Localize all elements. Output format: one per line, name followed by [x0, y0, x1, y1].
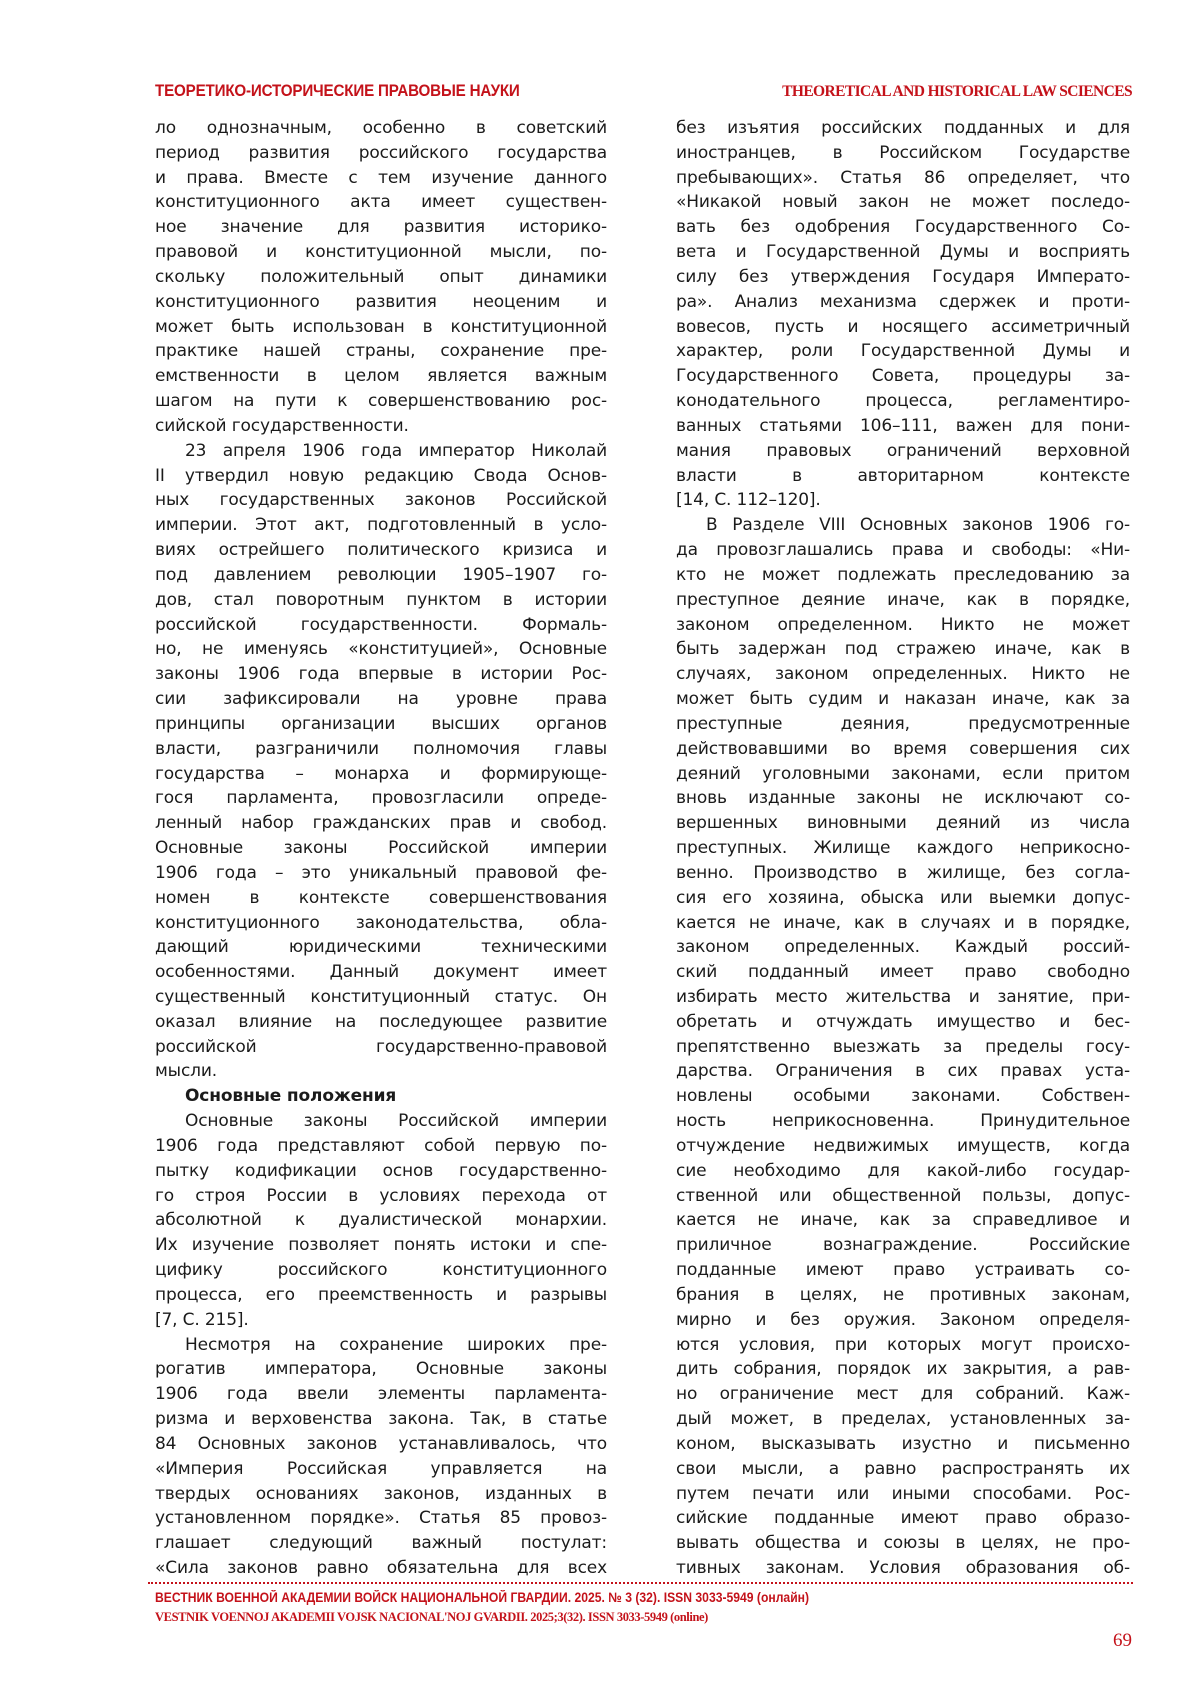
- running-header-russian: ТЕОРЕТИКО-ИСТОРИЧЕСКИЕ ПРАВОВЫЕ НАУКИ: [155, 82, 520, 100]
- text-line: вета и Государственной Думы и восприять: [676, 242, 1130, 263]
- text-line: сии зафиксировали на уровне права: [155, 689, 607, 710]
- paragraph: [676, 116, 1130, 513]
- text-line: Основные законы Российской империи: [185, 1111, 607, 1132]
- text-line: быть задержан под стражею иначе, как в: [676, 639, 1130, 660]
- text-line: гося парламента, провозгласили опреде-: [155, 788, 607, 809]
- text-line: рогатив императора, Основные законы: [155, 1359, 607, 1380]
- text-line: российской государственности. Формаль-: [155, 614, 607, 635]
- text-line: абсолютной к дуалистической монархии.: [155, 1210, 607, 1231]
- text-line: отчуждение недвижимых имуществ, когда: [676, 1135, 1130, 1156]
- text-line: дающий юридическими техническими: [155, 937, 607, 958]
- text-line: конституционного развития неоценим и: [155, 291, 607, 312]
- text-line: цифику российского конституционного: [155, 1260, 607, 1281]
- text-line: емственности в целом является важным: [155, 366, 607, 387]
- text-line: 84 Основных законов устанавливалось, что: [155, 1433, 607, 1454]
- paragraph: [676, 513, 1130, 1581]
- footer-divider: [148, 1582, 1133, 1584]
- text-line: «Никакой новый закон не может последо-: [676, 192, 1130, 213]
- text-line: препятственно выезжать за пределы госу-: [676, 1036, 1130, 1057]
- text-line: путем печати или иными способами. Рос-: [676, 1483, 1130, 1504]
- text-line: практике нашей страны, сохранение пре-: [155, 341, 607, 362]
- text-line: новлены особыми законами. Собствен-: [676, 1086, 1130, 1107]
- text-line: российской государственно-правовой: [155, 1036, 607, 1057]
- text-line: брания в целях, не противных законам,: [676, 1284, 1130, 1305]
- text-line: вершенных виновными деяний из числа: [676, 813, 1130, 834]
- text-line: В Разделе VIII Основных законов 1906 го-: [706, 515, 1130, 536]
- text-line: преступное деяние иначе, как в порядке,: [676, 589, 1130, 610]
- text-line: мирно и без оружия. Законом определя-: [676, 1309, 1130, 1330]
- text-column-right: [676, 116, 1130, 1581]
- text-line: свои мысли, а равно распространять их: [676, 1458, 1130, 1479]
- text-line: может быть судим и наказан иначе, как за: [676, 689, 1130, 710]
- text-line: го строя России в условиях перехода от: [155, 1185, 607, 1206]
- text-line: случаях, законом определенных. Никто не: [676, 664, 1130, 685]
- text-line: Их изучение позволяет понять истоки и спе-: [155, 1235, 607, 1256]
- text-line: сие необходимо для какой-либо государ-: [676, 1160, 1130, 1181]
- text-line: вать без одобрения Государственного Со-: [676, 217, 1130, 238]
- text-line: правовой и конституционной мысли, по-: [155, 242, 607, 263]
- text-line: Несмотря на сохранение широких пре-: [185, 1334, 607, 1355]
- text-line: но ограничение мест для собраний. Каж-: [676, 1384, 1130, 1405]
- text-line: силу без утверждения Государя Императо-: [676, 266, 1130, 287]
- text-line: номен в контексте совершенствования: [155, 887, 607, 908]
- text-line: процесса, его преемственность и разрывы: [155, 1284, 607, 1305]
- text-line: ло однозначным, особенно в советский: [155, 118, 607, 138]
- text-line: Основные законы Российской империи: [155, 838, 607, 859]
- text-line: вновь изданные законы не исключают со-: [676, 788, 1130, 809]
- text-line: венно. Производство в жилище, без согла-: [676, 862, 1130, 883]
- text-line: дов, стал поворотным пунктом в истории: [155, 589, 607, 610]
- paragraph: [155, 1333, 607, 1581]
- text-line: тивных законам. Условия образования об-: [676, 1558, 1130, 1579]
- text-line: приличное вознаграждение. Российские: [676, 1235, 1130, 1256]
- text-line: дарства. Ограничения в сих правах уста-: [676, 1061, 1130, 1082]
- text-line: действовавшими во время совершения сих: [676, 738, 1130, 759]
- text-line: коном, высказывать изустно и письменно: [676, 1433, 1130, 1454]
- text-line: и права. Вместе с тем изучение данного: [155, 167, 607, 188]
- text-line: [7, С. 215].: [155, 1309, 249, 1330]
- text-line: дый может, в пределах, установленных за-: [676, 1409, 1130, 1430]
- text-line: Государственного Совета, процедуры за-: [676, 366, 1130, 387]
- text-line: [14, С. 112–120].: [676, 490, 821, 511]
- text-line: ризма и верховенства закона. Так, в статье: [155, 1409, 607, 1430]
- text-line: подданные имеют право устраивать со-: [676, 1260, 1130, 1281]
- text-line: глашает следующий важный постулат:: [155, 1533, 607, 1554]
- text-line: принципы организации высших органов: [155, 713, 607, 734]
- text-line: законы 1906 года впервые в истории Рос-: [155, 664, 607, 685]
- text-line: власти в авторитарном контексте: [676, 465, 1130, 486]
- text-line: 1906 года представляют собой первую по-: [155, 1135, 607, 1156]
- text-line: период развития российского государства: [155, 142, 607, 163]
- text-line: 23 апреля 1906 года император Николай: [185, 440, 607, 461]
- text-line: ных государственных законов Российской: [155, 490, 607, 511]
- text-line: 1906 года – это уникальный правовой фе-: [155, 862, 607, 883]
- text-line: конституционного законодательства, обла-: [155, 912, 607, 933]
- text-column-left: [155, 116, 607, 1581]
- text-line: ственной или общественной пользы, допус-: [676, 1185, 1130, 1206]
- text-line: кается не иначе, как в случаях и в порядке,: [676, 912, 1130, 933]
- text-line: ванных статьями 106–111, важен для пони-: [676, 415, 1130, 436]
- text-line: может быть использован в конституционной: [155, 316, 607, 337]
- text-line: мания правовых ограничений верховной: [676, 440, 1130, 461]
- text-line: особенностями. Данный документ имеет: [155, 962, 607, 983]
- text-line: иностранцев, в Российском Государстве: [676, 142, 1130, 163]
- text-line: «Империя Российская управляется на: [155, 1458, 607, 1479]
- text-line: ский подданный имеет право свободно: [676, 962, 1130, 983]
- text-line: виях острейшего политического кризиса и: [155, 540, 607, 561]
- running-header-english: THEORETICAL AND HISTORICAL LAW SCIENCES: [782, 83, 1132, 100]
- text-line: избирать место жительства и занятие, при-: [676, 986, 1130, 1007]
- text-line: ное значение для развития историко-: [155, 217, 607, 238]
- paragraph: [155, 439, 607, 1085]
- text-line: ются условия, при которых могут происхо-: [676, 1334, 1130, 1355]
- text-line: империи. Этот акт, подготовленный в усло-: [155, 515, 607, 536]
- text-line: 1906 года ввели элементы парламента-: [155, 1384, 607, 1405]
- text-line: «Сила законов равно обязательна для всех: [155, 1558, 607, 1579]
- text-line: кается не иначе, как за справедливое и: [676, 1210, 1130, 1231]
- paragraph: [155, 116, 607, 439]
- page-number: 69: [1113, 1630, 1132, 1651]
- text-line: преступные деяния, предусмотренные: [676, 713, 1130, 734]
- text-line: пребывающих». Статья 86 определяет, что: [676, 167, 1130, 188]
- text-line: вывать общества и союзы в целях, не про-: [676, 1533, 1130, 1554]
- text-line: сийской государственности.: [155, 415, 409, 436]
- text-line: твердых основаниях законов, изданных в: [155, 1483, 607, 1504]
- text-line: власти, разграничили полномочия главы: [155, 738, 607, 759]
- section-heading: [155, 1084, 607, 1109]
- text-line: под давлением революции 1905–1907 го-: [155, 564, 607, 585]
- text-line: но, не именуясь «конституцией», Основные: [155, 639, 607, 660]
- text-line: вовесов, пусть и носящего ассиметричный: [676, 316, 1130, 337]
- footer-journal-russian: ВЕСТНИК ВОЕННОЙ АКАДЕМИИ ВОЙСК НАЦИОНАЛЬНОЙ ГВАРДИИ. 2025. № 3 (32). ISSN 3033-5949 (онлайн): [155, 1590, 810, 1605]
- text-line: сийские подданные имеют право образо-: [676, 1508, 1130, 1529]
- text-line: мысли.: [155, 1061, 218, 1082]
- text-line: законом определенных. Каждый россий-: [676, 937, 1130, 958]
- text-line: существенный конституционный статус. Он: [155, 986, 607, 1007]
- text-line: обретать и отчуждать имущество и бес-: [676, 1011, 1130, 1032]
- text-line: да провозглашались права и свободы: «Ни-: [676, 540, 1130, 561]
- text-line: характер, роли Государственной Думы и: [676, 341, 1130, 362]
- text-line: кто не может подлежать преследованию за: [676, 564, 1130, 585]
- text-line: ра». Анализ механизма сдержек и проти-: [676, 291, 1130, 312]
- text-line: конституционного акта имеет существен-: [155, 192, 607, 213]
- text-line: шагом на пути к совершенствованию рос-: [155, 391, 607, 412]
- text-line: ленный набор гражданских прав и свобод.: [155, 813, 607, 834]
- text-line: ность неприкосновенна. Принудительное: [676, 1111, 1130, 1132]
- text-line: конодательного процесса, регламентиро-: [676, 391, 1130, 412]
- text-line: деяний уголовными законами, если притом: [676, 763, 1130, 784]
- section-heading-text: Основные положения: [185, 1086, 397, 1107]
- text-line: законом определенном. Никто не может: [676, 614, 1130, 635]
- text-line: без изъятия российских подданных и для: [676, 118, 1130, 138]
- text-line: оказал влияние на последующее развитие: [155, 1011, 607, 1032]
- text-line: установленном порядке». Статья 85 провоз-: [155, 1508, 607, 1529]
- footer-journal-english: VESTNIK VOENNOJ AKADEMII VOJSK NACIONAL'NOJ GVARDII. 2025;3(32). ISSN 3033-5949 (online): [155, 1610, 708, 1624]
- text-line: пытку кодификации основ государственно-: [155, 1160, 607, 1181]
- paragraph: [155, 1109, 607, 1332]
- text-line: II утвердил новую редакцию Свода Основ-: [155, 465, 607, 486]
- text-line: скольку положительный опыт динамики: [155, 266, 607, 287]
- text-line: преступных. Жилище каждого неприкосно-: [676, 838, 1130, 859]
- text-line: сия его хозяина, обыска или выемки допус-: [676, 887, 1130, 908]
- text-line: государства – монарха и формирующе-: [155, 763, 607, 784]
- text-line: дить собрания, порядок их закрытия, а рав-: [676, 1359, 1130, 1380]
